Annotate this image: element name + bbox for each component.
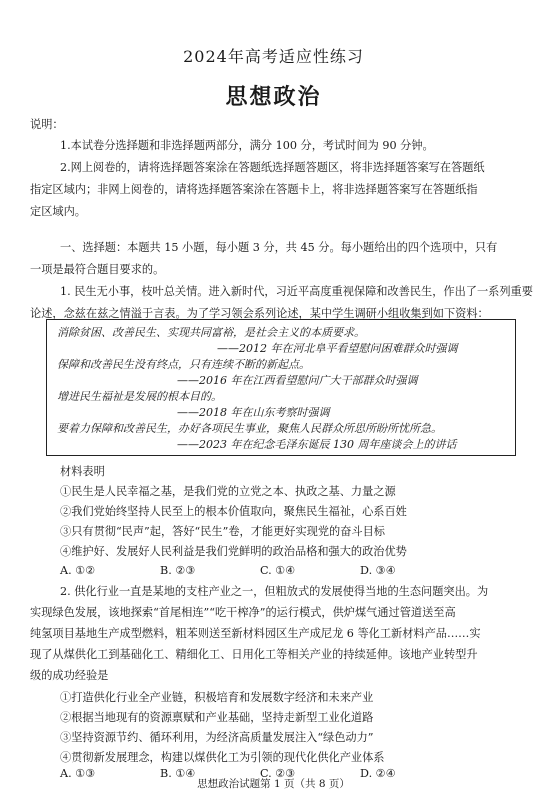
instructions-heading: 说明： xyxy=(30,118,64,131)
q1-quote-box xyxy=(46,319,516,456)
quote-1-text: 消除贫困、改善民生、实现共同富裕，是社会主义的本质要求。 xyxy=(57,326,365,339)
section-heading-line-1: 一、选择题：本题共 15 小题，每小题 3 分，共 45 分。每小题给出的四个选项中，只有 xyxy=(60,241,498,254)
q1-option-3: ③只有贯彻“民声”起，答好“民生”卷，才能更好实现党的奋斗目标 xyxy=(60,525,385,538)
q2-choice-a: A. ①③ xyxy=(60,767,96,780)
q1-option-1: ①民生是人民幸福之基，是我们党的立党之本、执政之基、力量之源 xyxy=(60,485,396,498)
quote-3-text: 增进民生福祉是发展的根本目的。 xyxy=(57,390,222,403)
q1-choice-d: D. ③④ xyxy=(360,564,396,577)
instruction-line-1: 1.本试卷分选择题和非选择题两部分，满分 100 分，考试时间为 90 分钟。 xyxy=(60,139,434,152)
instruction-line-2a: 2.网上阅卷的，请将选择题答案涂在答题纸选择题答题区，将非选择题答案写在答题纸 xyxy=(60,161,485,174)
q1-choice-a: A. ①② xyxy=(60,564,96,577)
q2-option-4: ④贯彻新发展理念，构建以煤供化工为引领的现代化供化产业体系 xyxy=(60,751,385,764)
quote-3-source: ——2018 年在山东考察时强调 xyxy=(177,406,330,419)
q1-stem-line-1: 1. 民生无小事，枝叶总关情。进入新时代，习近平高度重视保障和改善民生，作出了一系列重要 xyxy=(60,285,533,298)
quote-4-source: ——2023 年在纪念毛泽东诞辰 130 周年座谈会上的讲话 xyxy=(177,438,457,451)
quote-1-source: ——2012 年在河北阜平看望慰问困难群众时强调 xyxy=(217,342,458,355)
q2-option-2: ②根据当地现有的资源禀赋和产业基础，坚持走新型工业化道路 xyxy=(60,711,374,724)
q2-stem-line-4: 现了从煤供化工到基础化工、精细化工、日用化工等相关产业的持续延伸。该地产业转型升 xyxy=(30,648,478,661)
q2-stem-line-5: 级的成功经验是 xyxy=(30,669,109,682)
subject-title: 思想政治 xyxy=(225,84,322,110)
q2-stem-line-2: 实现绿色发展，该地探索“首尾相连”“吃干榨净”的运行模式，供炉煤气通过管道送至高 xyxy=(30,606,456,619)
section-heading-line-2: 一项是最符合题目要求的。 xyxy=(30,263,165,276)
q1-option-4: ④维护好、发展好人民利益是我们党鲜明的政治品格和强大的政治优势 xyxy=(60,545,407,558)
page-footer: 思想政治试题第 1 页（共 8 页） xyxy=(197,778,350,790)
q2-choice-c: C. ②③ xyxy=(260,767,296,780)
instruction-line-2b: 指定区域内；非网上阅卷的，请将选择题答案涂在答题卡上，将非选择题答案写在答题纸指 xyxy=(30,183,478,196)
quote-2-text: 保障和改善民生没有终点，只有连续不断的新起点。 xyxy=(57,358,310,371)
q1-material-label: 材料表明 xyxy=(60,465,105,478)
q2-stem-line-3: 纯氢项目基地生产成型燃料，粗苯则送至新材料园区生产成尼龙 6 等化工新材料产品……实 xyxy=(30,627,481,640)
instruction-line-2c: 定区域内。 xyxy=(30,205,86,218)
q2-choice-b: B. ①④ xyxy=(160,767,196,780)
q2-choice-d: D. ②④ xyxy=(360,767,396,780)
exam-title: 2024年高考适应性练习 xyxy=(183,47,364,66)
q1-choice-b: B. ②③ xyxy=(160,564,196,577)
q1-stem-line-2: 论述，念兹在兹之情溢于言表。为了学习领会系列论述，某中学生调研小组收集到如下资料： xyxy=(30,307,489,320)
q1-option-2: ②我们党始终坚持人民至上的根本价值取向，聚焦民生福祉，心系百姓 xyxy=(60,505,407,518)
quote-4-text: 要着力保障和改善民生，办好各项民生事业，聚焦人民群众所思所盼所忧所急。 xyxy=(57,422,442,435)
q1-choice-c: C. ①④ xyxy=(260,564,296,577)
q2-option-3: ③坚持资源节约、循环利用，为经济高质量发展注入“绿色动力” xyxy=(60,731,374,744)
q2-option-1: ①打造供化行业全产业链，积极培育和发展数字经济和未来产业 xyxy=(60,691,374,704)
q2-stem-line-1: 2. 供化行业一直是某地的支柱产业之一，但粗放式的发展使得当地的生态问题突出。为 xyxy=(60,585,489,598)
quote-2-source: ——2016 年在江西看望慰问广大干部群众时强调 xyxy=(177,374,418,387)
